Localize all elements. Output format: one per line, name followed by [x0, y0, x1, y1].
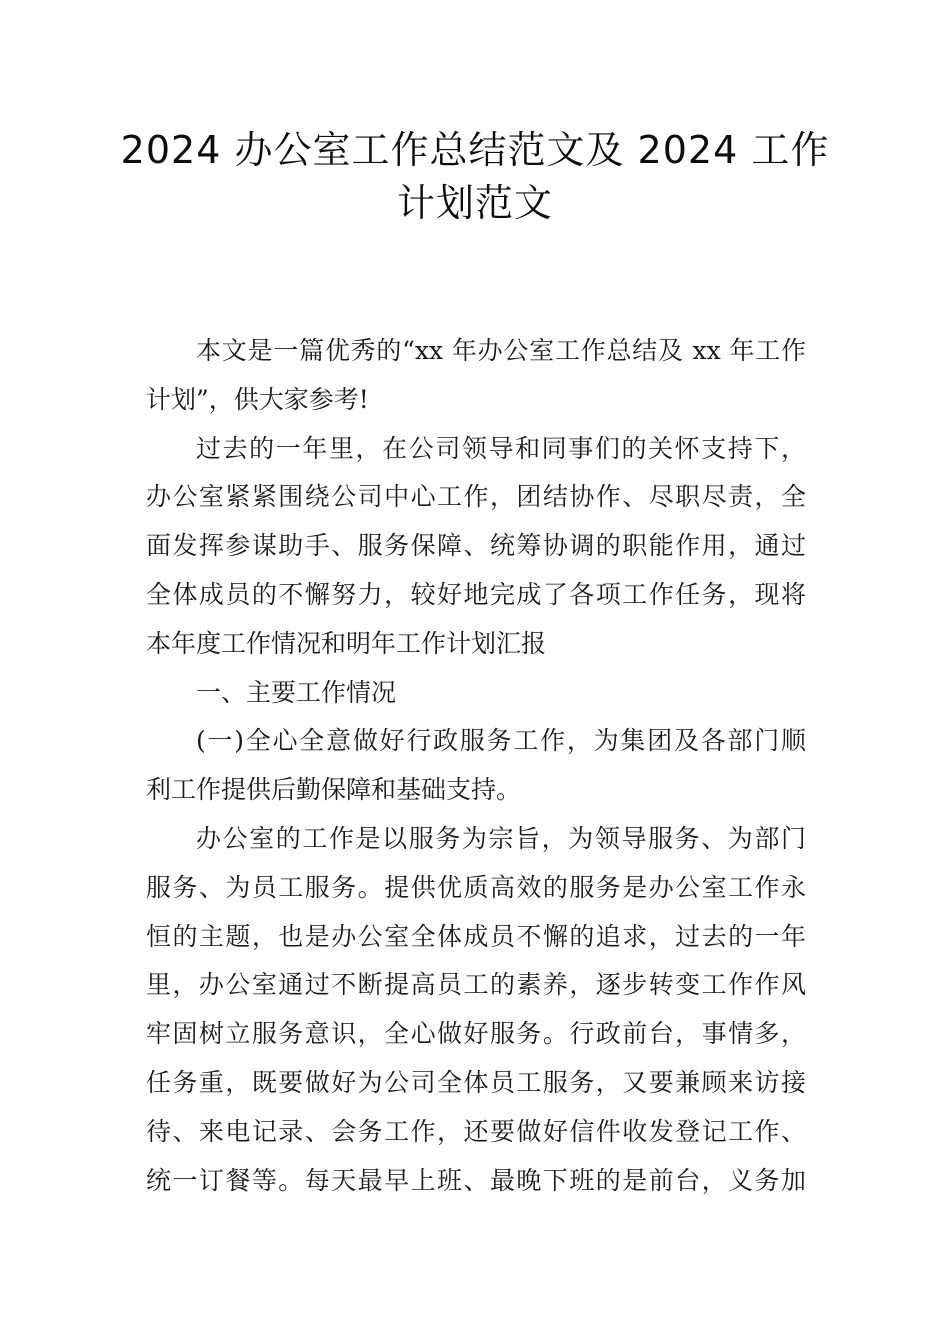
- text-line: 计划”，供大家参考!: [146, 384, 369, 414]
- text-line: 恒的主题，也是办公室全体成员不懈的追求，过去的一年: [146, 921, 806, 951]
- title-line: 2024 办公室工作总结范文及 2024 工作: [120, 128, 830, 172]
- document-title: [100, 124, 850, 230]
- heading-line: 一、主要工作情况: [196, 677, 397, 707]
- paragraph-overview: [146, 425, 806, 669]
- text-line: 办公室的工作是以服务为宗旨，为领导服务、为部门: [196, 823, 806, 853]
- section-heading: [146, 669, 806, 718]
- text-line: 本文是一篇优秀的“xx 年办公室工作总结及 xx 年工作: [196, 336, 806, 365]
- text-line: 面发挥参谋助手、服务保障、统筹协调的职能作用，通过: [146, 531, 806, 561]
- text-line: 牢固树立服务意识，全心做好服务。行政前台，事情多，: [146, 1019, 806, 1049]
- text-line: 本年度工作情况和明年工作计划汇报: [146, 628, 547, 658]
- paragraph-service: [146, 815, 806, 1205]
- text-line: 服务、为员工服务。提供优质高效的服务是办公室工作永: [146, 872, 806, 902]
- paragraph-intro: [146, 327, 806, 425]
- text-line: 里，办公室通过不断提高员工的素养，逐步转变工作作风: [146, 970, 806, 1000]
- text-line: 过去的一年里，在公司领导和同事们的关怀支持下，: [196, 433, 806, 463]
- document-body: [146, 327, 806, 1205]
- text-line: 利工作提供后勤保障和基础支持。: [146, 775, 522, 805]
- text-line: 全体成员的不懈努力，较好地完成了各项工作任务，现将: [146, 579, 806, 609]
- subsection-heading: [146, 717, 806, 815]
- text-line: 办公室紧紧围绕公司中心工作，团结协作、尽职尽责，全: [146, 482, 806, 512]
- title-line: 计划范文: [396, 181, 553, 225]
- text-line: 统一订餐等。每天最早上班、最晚下班的是前台，义务加: [146, 1165, 806, 1195]
- text-line: 任务重，既要做好为公司全体员工服务，又要兼顾来访接: [146, 1067, 806, 1097]
- text-line: (一)全心全意做好行政服务工作，为集团及各部门顺: [196, 726, 806, 756]
- text-line: 待、来电记录、会务工作，还要做好信件收发登记工作、: [146, 1116, 806, 1146]
